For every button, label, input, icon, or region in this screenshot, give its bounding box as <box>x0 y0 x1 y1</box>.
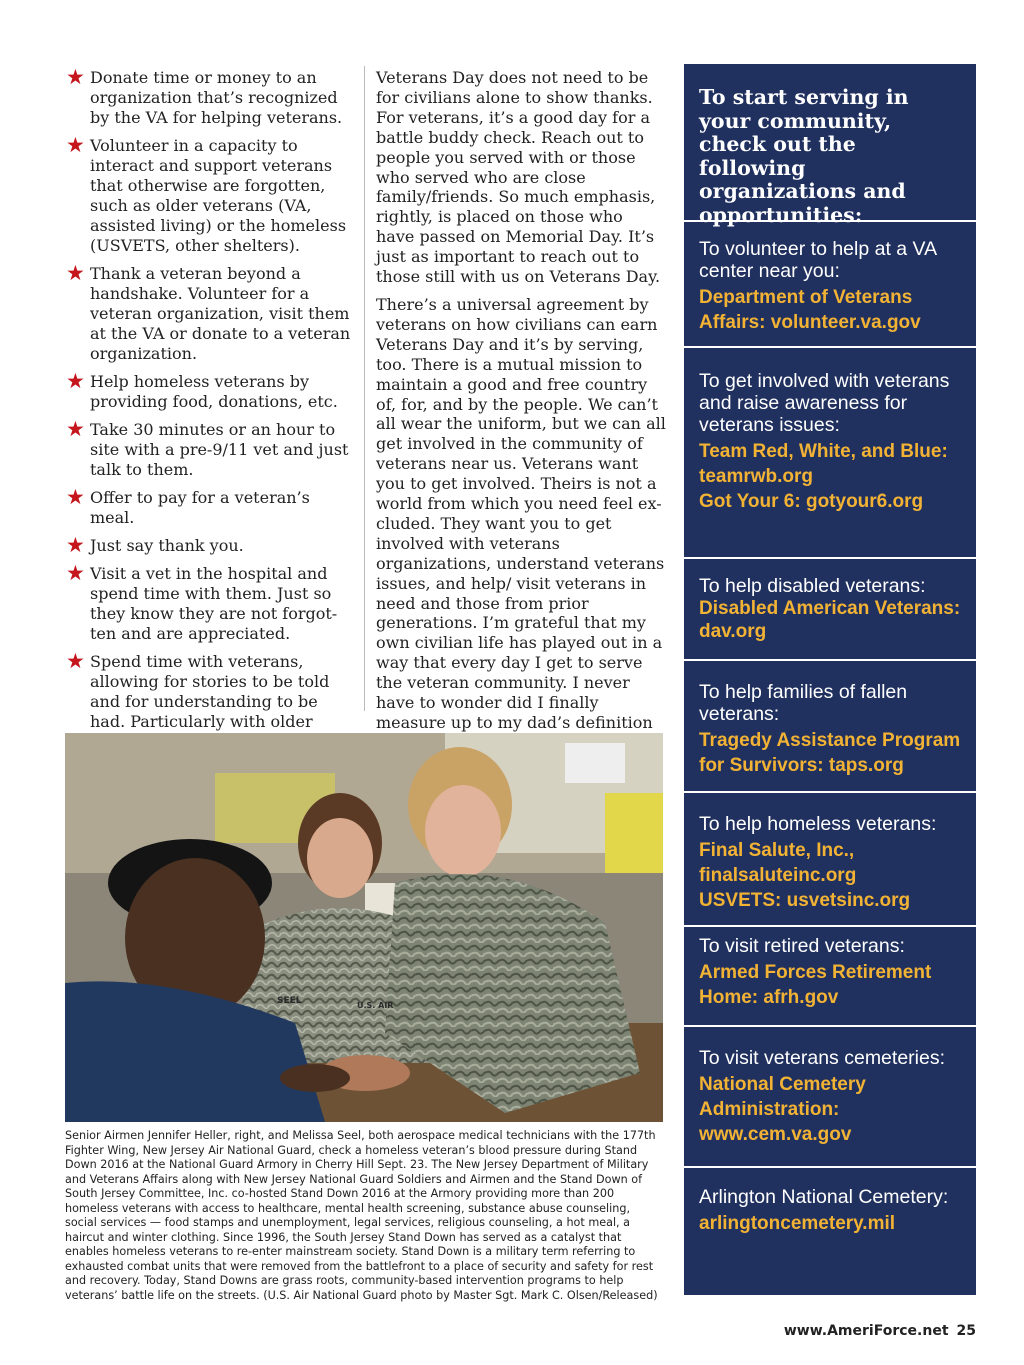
list-item-text: Just say thank you. <box>90 536 244 555</box>
photo-illustration <box>65 733 663 1122</box>
list-item-text: Thank a veteran beyond a handshake. Volunteer for a veteran organization, visit them at the VA or donate to a veteran organization. <box>90 264 351 363</box>
red-star-icon: ★ <box>66 261 85 285</box>
list-item <box>66 561 356 644</box>
list-item-text: Offer to pay for a veteran’s meal. <box>90 488 310 527</box>
list-item-text: Visit a vet in the hospital and spend time with them. Just so they know they are not forgot-ten and are appreciated. <box>90 564 338 643</box>
resource-link[interactable]: Armed Forces Retirement Home: afrh.gov <box>699 962 932 1008</box>
footer-website[interactable]: www.AmeriForce.net <box>783 1323 949 1339</box>
body-paragraph-text: Veterans Day does not need to be for civilians alone to show thanks. For veterans, it’s a good day for a battle buddy check. Reach out to people you served with or those who served who are close family/friends. So much emphasis, rightly, is placed on those who have passed on Memorial Day. It’s just as important to reach out to those still with us on Veterans Day. <box>376 68 661 287</box>
red-star-icon: ★ <box>66 133 85 157</box>
list-item-text: Help homeless veterans by providing food, donations, etc. <box>90 372 338 411</box>
list-item-text: Take 30 minutes or an hour to site with a pre-9/11 vet and just talk to them. <box>90 420 349 479</box>
resource-link[interactable]: arlingtoncemetery.mil <box>699 1213 896 1234</box>
body-paragraph-text: There’s a universal agreement by veterans on how civilians can earn Veterans Day and it’s by serving, too. There is a mutual mission to maintain a good and free country of, for, and by the people. We can’t all wear the uniform, but we can all get involved in the community of veterans near us. Veterans want you to get involved. Theirs is not a world from which you need feel ex-cluded. They want you to get involved with veterans organizations, understand veterans issues, and help/ visit veterans in need and those from prior generations. I’m grateful that my own civilian life has played out in a way that every day I get to serve the veteran community. I never have to wonder did I finally measure up to my dad’s definition <box>376 294 666 732</box>
tips-list <box>66 65 356 800</box>
list-item <box>66 261 356 364</box>
list-item <box>66 485 356 528</box>
sidebar-section <box>684 1025 976 1166</box>
resource-link[interactable]: Department of Veterans Affairs: volunteer.va.gov <box>699 287 921 333</box>
body-paragraph <box>376 295 666 773</box>
sidebar-section <box>684 1166 976 1311</box>
section-label: To visit veterans cemeteries: <box>699 1047 946 1069</box>
red-star-icon: ★ <box>66 417 85 441</box>
resources-sidebar <box>684 64 976 1295</box>
red-star-icon: ★ <box>66 649 85 673</box>
article-photo <box>65 733 663 1122</box>
page-number: 25 <box>956 1323 976 1339</box>
list-item-text: Volunteer in a capacity to interact and support veterans that otherwise are forgotten, such as older veterans (VA, assisted living) or the homeless (USVETS, other shelters). <box>90 136 347 255</box>
page-footer <box>784 1323 976 1339</box>
list-item <box>66 65 356 128</box>
list-item <box>66 417 356 480</box>
resource-link[interactable]: Got Your 6: gotyour6.org <box>699 491 924 512</box>
branch-tape-text: U.S. AIR <box>357 1001 394 1010</box>
section-label: To get involved with veterans and raise awareness for veterans issues: <box>699 370 950 436</box>
red-star-icon: ★ <box>66 65 85 89</box>
section-label: Arlington National Cemetery: <box>699 1186 949 1208</box>
sidebar-section <box>684 346 976 557</box>
caption-text: Senior Airmen Jennifer Heller, right, and Melissa Seel, both aerospace medical technicians with the 177th Fighter Wing, New Jersey Air National Guard, check a homeless veteran’s blood pressure during Stand Down 2016 at the National Guard Armory in Cherry Hill Sept. 23. The New Jersey Department of Military and Veterans Affairs along with New Jersey National Guard Soldiers and Airmen and the Stand Down of South Jersey Committee, Inc. co-hosted Stand Down 2016 at the Armory providing more than 200 homeless veterans with access to healthcare, mental health screening, substance abuse counseling, social services — food stamps and unemployment, legal services, religious counseling, a hot meal, a haircut and winter clothing. Since 1996, the South Jersey Stand Down has served as a catalyst that enables homeless veterans to re-enter mainstream society. Stand Down is a military term referring to exhausted combat units that were removed from the battlefront to a place of security and safety for rest and recovery. Today, Stand Downs are grass roots, community-based intervention programs to help veterans’ battle life on the streets. (U.S. Air National Guard photo by Master Sgt. Mark C. Olsen/Released) <box>65 1129 658 1302</box>
resource-link[interactable]: Tragedy Assistance Program for Survivors: taps.org <box>699 730 961 776</box>
section-label: To help homeless veterans: <box>699 813 937 835</box>
resource-link[interactable]: USVETS: usvetsinc.org <box>699 890 911 911</box>
section-label: To visit retired veterans: <box>699 935 905 957</box>
sidebar-section <box>684 925 976 1025</box>
sidebar-section <box>684 791 976 925</box>
section-label: To volunteer to help at a VA center near you: <box>699 238 937 282</box>
section-label: To help disabled veterans: <box>699 575 926 597</box>
sidebar-section <box>684 659 976 791</box>
body-paragraph <box>376 68 666 287</box>
list-item-text: Spend time with veterans, allowing for stories to be told and for understanding to be had. Particularly with older <box>90 652 330 731</box>
list-item <box>66 369 356 412</box>
resource-link[interactable]: National Cemetery Administration: www.cem.va.gov <box>699 1074 866 1145</box>
photo-caption <box>65 1129 663 1303</box>
sidebar-section <box>684 220 976 346</box>
list-item <box>66 533 356 557</box>
red-star-icon: ★ <box>66 485 85 509</box>
red-star-icon: ★ <box>66 561 85 585</box>
column-divider <box>364 66 365 711</box>
section-label: To help families of fallen veterans: <box>699 681 908 725</box>
sidebar-heading: To start serving in your community, check out the following organizations and opportunities: <box>699 85 909 227</box>
article-body <box>376 68 666 781</box>
resource-link[interactable]: Disabled American Veterans: dav.org <box>699 598 961 642</box>
red-star-icon: ★ <box>66 533 85 557</box>
nametape-text: SEEL <box>277 996 302 1006</box>
list-item <box>66 133 356 256</box>
resource-link[interactable]: Team Red, White, and Blue: teamrwb.org <box>699 441 948 487</box>
sidebar-section <box>684 557 976 659</box>
list-item-text: Donate time or money to an organization that’s recognized by the VA for helping veterans. <box>90 68 343 127</box>
red-star-icon: ★ <box>66 369 85 393</box>
resource-link[interactable]: Final Salute, Inc., finalsaluteinc.org <box>699 840 857 886</box>
